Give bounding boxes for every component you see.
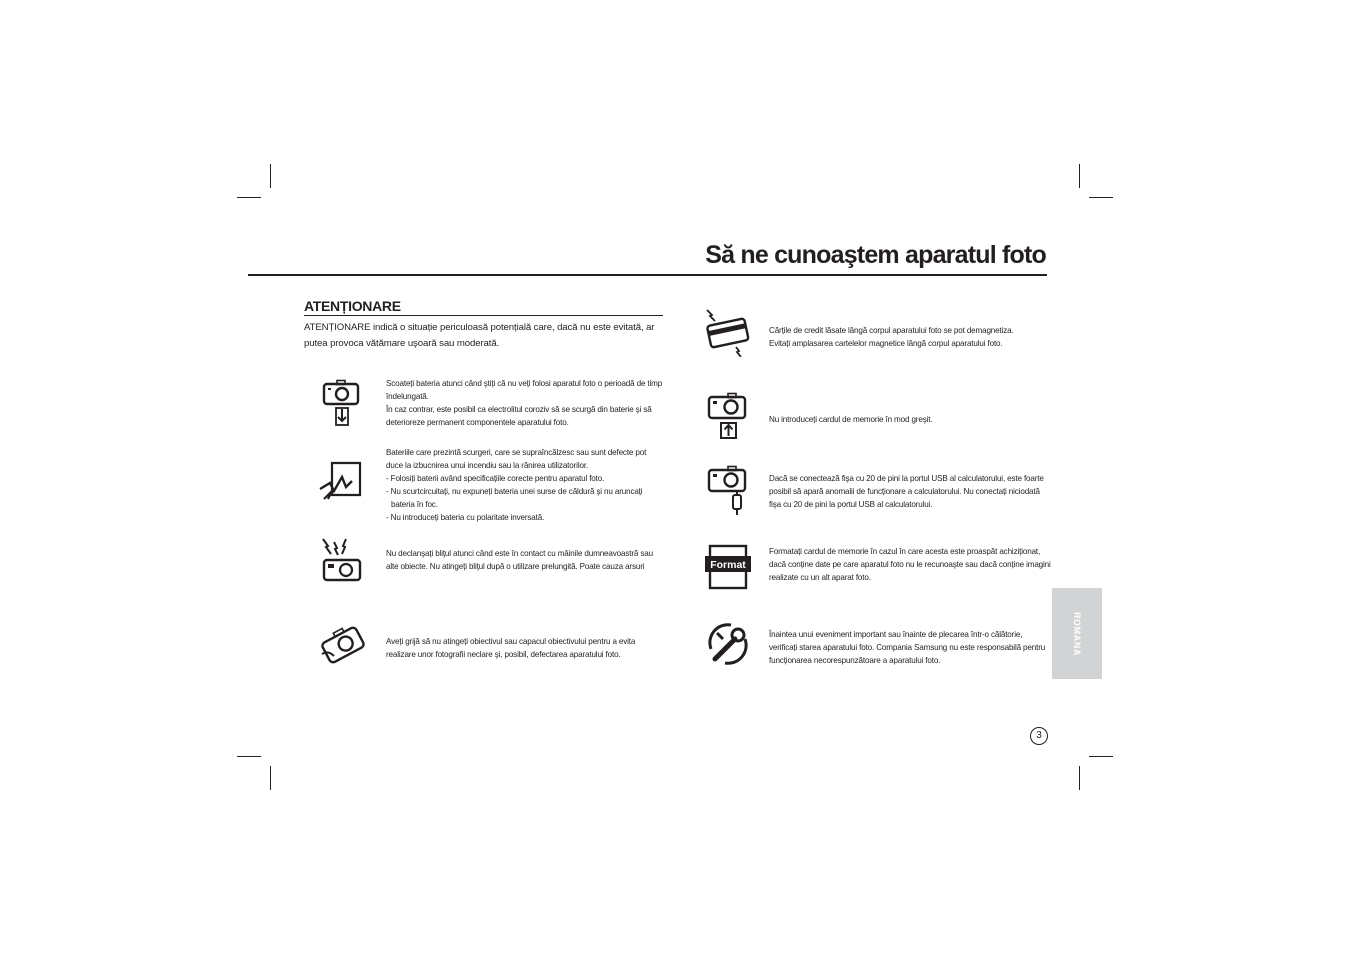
crop-mark [237,197,261,198]
crop-mark [270,164,271,188]
page-title: Să ne cunoaştem aparatul foto [705,241,1046,269]
magnetic-card-icon [703,307,753,357]
maintenance-wrench-icon [703,619,753,669]
usb-cable-icon [703,465,753,515]
flash-warning-icon [318,536,368,586]
heading-rule [304,315,663,316]
lens-touch-icon [318,620,368,670]
crop-mark [1079,164,1080,188]
crop-mark [270,766,271,790]
camera-battery-removal-icon [318,377,368,427]
list-item: Bateriile care prezintă scurgeri, care se supraîncălzesc sau sunt defecte pot duce la izbucnirea unui incendiu sau la rănirea utilizatorilor. - Folosiți baterii având specificațiile corecte pentru aparatul foto. - Nu scurtcircuitați, nu expuneți bateria unei surse de căldură şi nu aruncați bateria în foc. - Nu introduceți bateria cu polaritate inversată. [386,448,647,522]
format-label: Format [710,559,746,571]
language-tab [1052,588,1102,679]
list-item: Dacă se conectează fişa cu 20 de pini la portul USB al calculatorului, este foarte posibil să apară anomalii de funcționare a calculatorului. Nu conectați niciodată fişa cu 20 de pini la portul USB al calculatorului. [769,474,1044,509]
section-heading: ATENȚIONARE [304,298,401,314]
crop-mark [1089,756,1113,757]
page-number: 3 [1030,727,1048,745]
list-item: Aveți grijă să nu atingeți obiectivul sau capacul obiectivului pentru a evita realizare unor fotografii neclare şi, posibil, defectarea aparatului foto. [386,637,636,659]
section-intro: ATENȚIONARE indică o situație periculoasă potențială care, dacă nu este evitată, ar putea provoca vătămare uşoară sau moderată. [304,322,655,349]
list-item: Scoateți bateria atunci când ştiți că nu veți folosi aparatul foto o perioadă de timp îndelungată. În caz contrar, este posibil ca electrolitul coroziv să se scurgă din baterie şi să deterioreze permanent componentele aparatului foto. [386,379,663,427]
memory-card-insert-icon [703,390,753,440]
crop-mark [237,756,261,757]
list-item: Cărțile de credit lăsate lângă corpul aparatului foto se pot demagnetiza. Evitați amplasarea cartelelor magnetice lângă corpul aparatului foto. [769,326,1014,348]
title-rule [248,274,1047,276]
damaged-battery-icon [318,457,368,507]
language-tab-label: ROMANA [1072,611,1082,656]
list-item: Înaintea unui eveniment important sau înainte de plecarea într-o călătorie, verificați starea aparatului foto. Compania Samsung nu este responsabilă pentru funcționarea necorespunzătoare a aparatului foto. [769,630,1046,665]
list-item: Nu introduceți cardul de memorie în mod greşit. [769,415,933,424]
list-item: Formatați cardul de memorie în cazul în care acesta este proaspăt achiziționat, dacă conține date pe care aparatul foto nu le recunoaşte sau dacă conține imagini realizate cu un alt aparat foto. [769,547,1051,582]
list-item: Nu declanşați bliţul atunci când este în contact cu mâinile dumneavoastră sau alte obiecte. Nu atingeți bliţul după o utilizare prelungită. Poate cauza arsuri [386,549,653,571]
format-card-icon [703,543,753,593]
crop-mark [1079,766,1080,790]
crop-mark [1089,197,1113,198]
